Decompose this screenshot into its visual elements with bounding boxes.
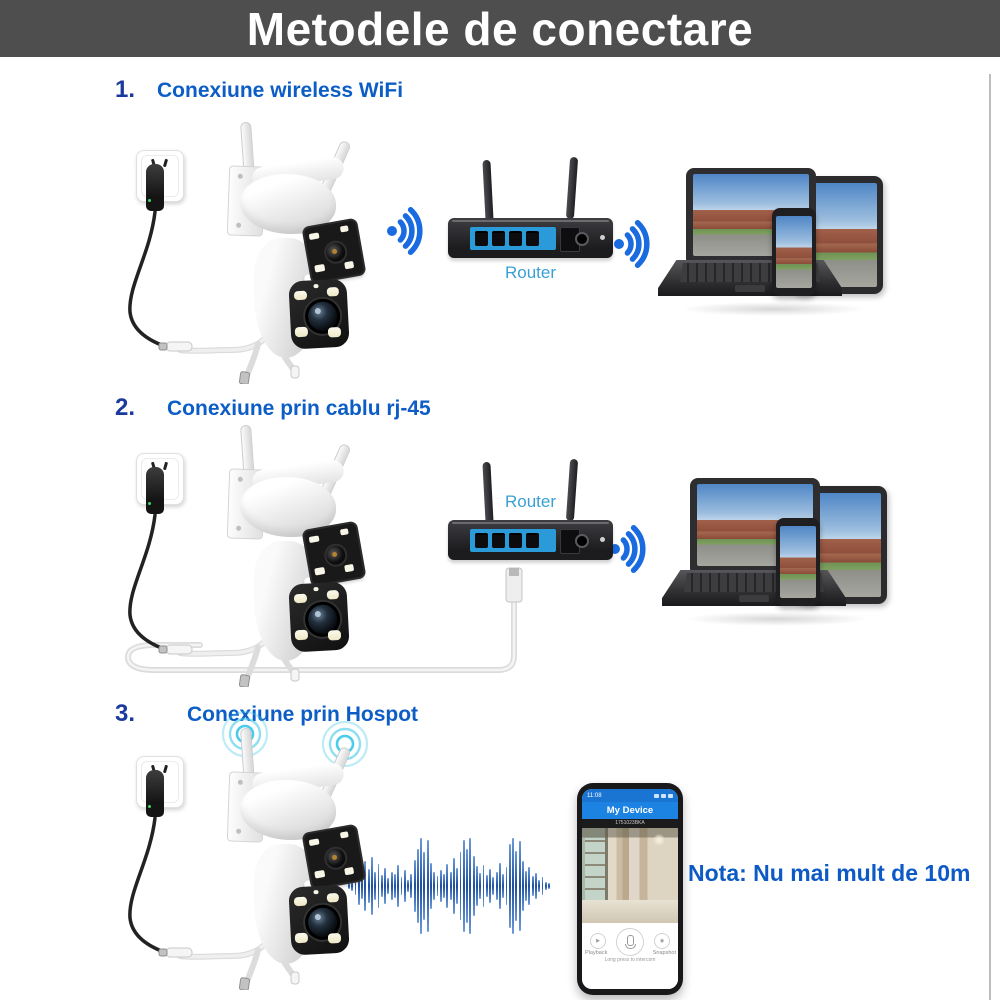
waveform-bar [456, 868, 458, 904]
camera-scene-wifi [110, 122, 400, 384]
waveform-bar [433, 872, 435, 901]
led-light [309, 838, 320, 846]
waveform-bar [483, 865, 485, 907]
devices-shadow [680, 302, 866, 316]
waveform-bar [423, 852, 425, 919]
note-text: Nota: Nu mai mult de 10m [688, 860, 971, 886]
lower-lens-panel [288, 582, 349, 653]
snapshot-label: Snapshot [652, 950, 676, 956]
waveform-bar [542, 877, 544, 894]
device-id: 1751023BKA [582, 819, 678, 828]
wifi-signal-icon [612, 213, 666, 275]
upper-lens-panel [301, 218, 366, 285]
led-light [295, 630, 309, 641]
router-body [448, 218, 613, 258]
waveform-bar [506, 867, 508, 905]
bnc-connector [239, 675, 250, 687]
waveform-bar [476, 866, 478, 906]
network-pigtail [291, 669, 299, 681]
led-light [327, 287, 339, 297]
power-connector [166, 948, 192, 957]
network-pigtail [291, 366, 299, 378]
lan-ports [470, 529, 556, 552]
led-light [294, 897, 307, 907]
lan-port [509, 231, 522, 246]
reset-button [600, 235, 605, 240]
waveform-bar [463, 840, 465, 932]
page-title: Metodele de conectare [246, 2, 754, 55]
led-light [340, 528, 349, 535]
snapshot-button[interactable] [654, 933, 670, 949]
camera-feed-image [776, 216, 812, 288]
signal-icon [654, 794, 659, 798]
smartphone [772, 208, 816, 296]
waveform-bar [548, 883, 550, 889]
waveform-bar [502, 874, 504, 899]
led-light [313, 890, 318, 894]
app-controls [582, 923, 678, 989]
lan-port [475, 533, 488, 548]
wifi-signal-icon [608, 518, 662, 580]
waveform-bar [473, 856, 475, 916]
waveform-bar [401, 877, 403, 894]
waveform-bar [509, 844, 511, 928]
chandelier-highlight [653, 834, 665, 846]
lan-ports [470, 227, 556, 250]
led-light [344, 867, 354, 875]
waveform-bar [496, 872, 498, 901]
upper-lens-panel [301, 824, 366, 891]
waveform-bar [535, 873, 537, 900]
lower-lens-panel [288, 279, 349, 350]
waveform-bar [443, 874, 445, 897]
status-icons [654, 794, 673, 798]
app-title-bar [582, 802, 678, 819]
waveform-bar [525, 871, 527, 902]
waveform-bar [420, 838, 422, 934]
status-time: 11:08 [587, 792, 602, 799]
reset-button [600, 537, 605, 542]
section-3-title: Conexiune prin Hospot [187, 703, 419, 726]
waveform-bar [440, 870, 442, 903]
section-1-title: Conexiune wireless WiFi [157, 79, 404, 102]
power-adapter [146, 467, 164, 514]
waveform-bar [404, 870, 406, 903]
waveform-bar [515, 851, 517, 920]
lan-port [526, 231, 539, 246]
waveform-bar [430, 863, 432, 909]
app-title: My Device [606, 805, 654, 816]
wifi-status-icon [661, 794, 666, 798]
waveform-bar [437, 876, 439, 895]
waveform-bar [519, 841, 521, 931]
waveform-bar [410, 874, 412, 897]
waveform-bar [538, 880, 540, 892]
devices-cluster [672, 168, 887, 316]
smartphone [776, 518, 820, 606]
led-light [294, 291, 307, 301]
led-light [313, 284, 318, 288]
waveform-bar [499, 863, 501, 909]
section-2-number: 2. [115, 394, 136, 421]
wifi-arcs [612, 213, 666, 275]
app-status-bar [582, 789, 678, 802]
waveform-bar [528, 867, 530, 905]
intercom-button[interactable] [616, 928, 644, 956]
waveform-bar [469, 838, 471, 934]
snapshot-icon: ◉ [659, 938, 665, 944]
waveform-bar [479, 873, 481, 900]
network-pigtail [291, 972, 299, 984]
camera-feed-image [780, 526, 816, 598]
app-phone [577, 783, 683, 995]
waveform-bar [450, 872, 452, 901]
waveform-bar [532, 876, 534, 895]
app-screen [582, 789, 678, 989]
waveform-bar [407, 880, 409, 892]
waveform-bar [427, 840, 429, 931]
waveform-bar [486, 875, 488, 896]
power-jack [575, 534, 589, 548]
waveform-bar [414, 860, 416, 913]
devices-cluster [676, 478, 891, 626]
waveform-bar [522, 861, 524, 911]
led-light [340, 831, 349, 838]
led-light [327, 590, 339, 600]
power-connector [166, 645, 192, 654]
router-label: Router [504, 263, 557, 282]
led-light [344, 261, 354, 269]
router-antenna [566, 157, 578, 219]
playback-label: Playback [585, 950, 608, 956]
waveform-bar [492, 877, 494, 894]
router-label: Router [504, 492, 557, 511]
waveform-bar [417, 849, 419, 924]
led-light [327, 893, 339, 903]
led-light [294, 594, 307, 604]
power-jack [575, 232, 589, 246]
waveform-bar [545, 882, 547, 890]
led-light [328, 327, 342, 338]
lan-port [526, 533, 539, 548]
led-light [340, 225, 349, 232]
bnc-connector [239, 372, 250, 384]
laptop-touchpad [735, 285, 764, 292]
led-light [328, 933, 342, 944]
led-light [314, 264, 325, 273]
lan-port [475, 231, 488, 246]
camera-live-view [582, 828, 678, 923]
led-light [314, 567, 325, 576]
section-3-number: 3. [115, 700, 136, 727]
upper-lens-panel [301, 521, 366, 588]
led-light [344, 564, 354, 572]
lan-port [509, 533, 522, 548]
waveform-bar [460, 852, 462, 919]
power-adapter [146, 770, 164, 817]
microphone-base [625, 944, 636, 949]
led-light [313, 587, 318, 591]
router-body [448, 520, 613, 560]
led-light [309, 232, 320, 240]
router-illustration [448, 462, 613, 587]
camera-scene-cable [110, 425, 400, 687]
section-1-number: 1. [115, 76, 136, 103]
waveform-bar [466, 849, 468, 924]
waveform-bar [446, 864, 448, 908]
power-connector [166, 342, 192, 351]
section-2-title: Conexiune prin cablu rj-45 [167, 397, 431, 420]
led-light [328, 630, 342, 641]
waveform-bar [512, 838, 514, 934]
waveform-bar [489, 869, 491, 904]
led-light [295, 933, 309, 944]
lan-port [492, 231, 505, 246]
section-1-heading [115, 76, 403, 104]
router-antenna [482, 160, 493, 222]
battery-icon [668, 794, 673, 798]
bnc-connector [239, 978, 250, 990]
led-light [295, 327, 309, 338]
router-illustration [448, 160, 613, 285]
wifi-arcs [608, 518, 662, 580]
power-adapter [146, 164, 164, 211]
devices-shadow [684, 612, 870, 626]
laptop-touchpad [739, 595, 768, 602]
page-header [0, 0, 1000, 57]
intercom-hint: Long press to intercom [604, 957, 656, 963]
camera-scene-hotspot [110, 728, 400, 990]
lower-lens-panel [288, 885, 349, 956]
led-light [309, 535, 320, 543]
led-light [314, 870, 325, 879]
lan-port [492, 533, 505, 548]
playback-button[interactable] [590, 933, 606, 949]
playback-icon: ▶ [596, 938, 600, 944]
waveform-bar [453, 858, 455, 914]
